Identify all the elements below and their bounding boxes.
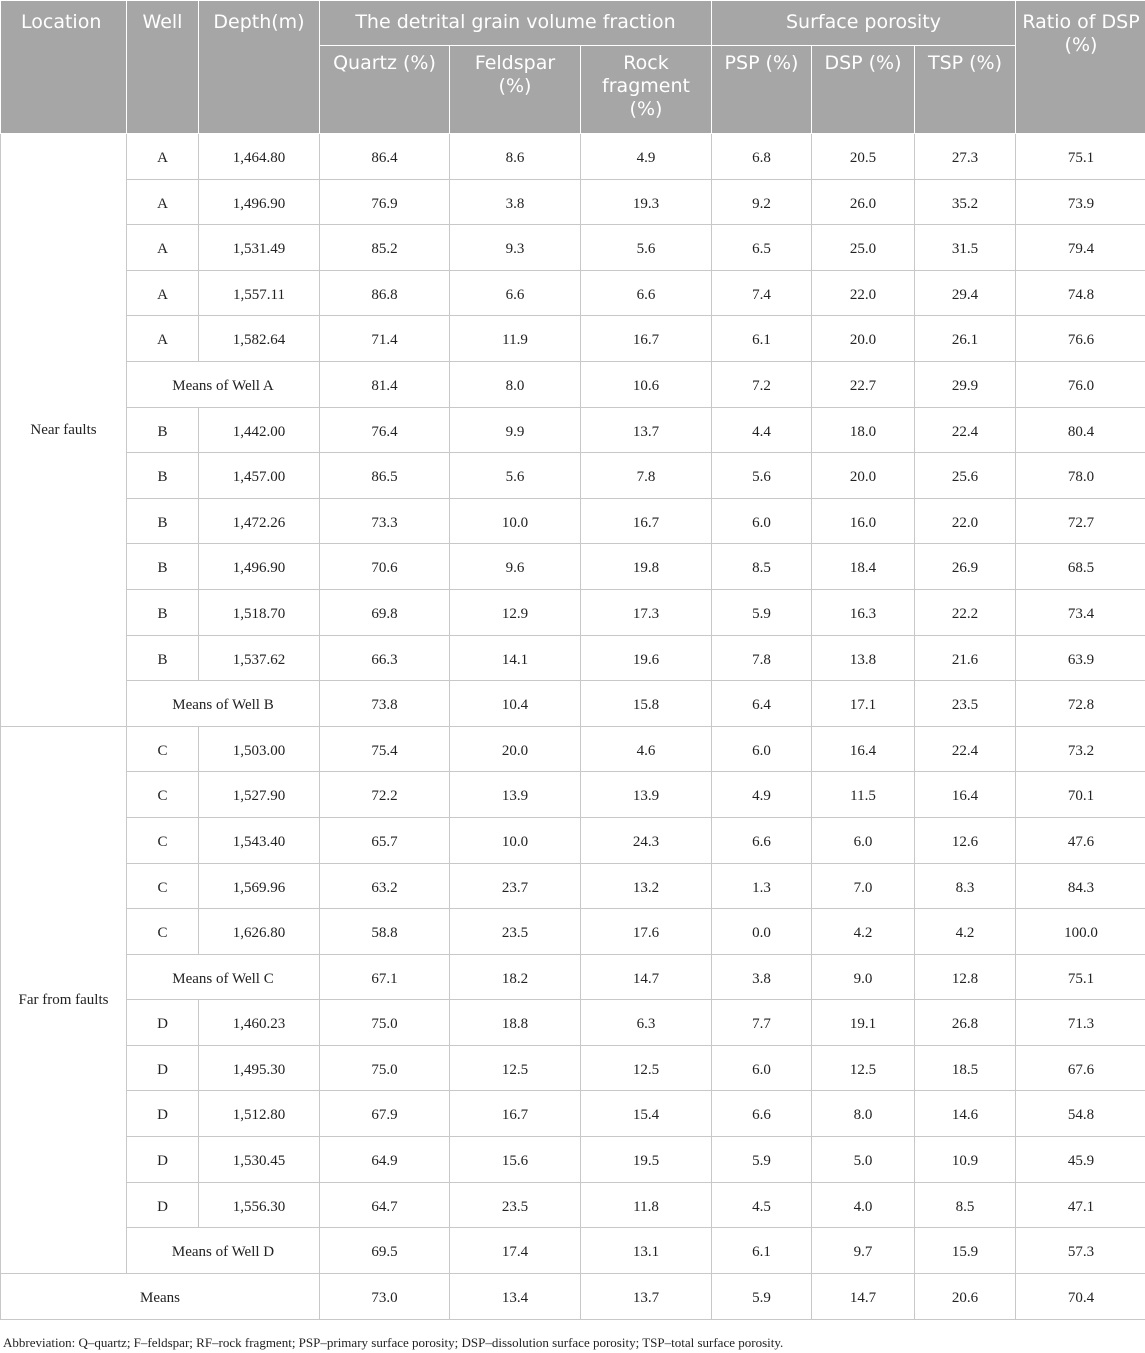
cell-quartz: 86.5 [320, 453, 450, 499]
cell-tsp: 16.4 [915, 772, 1016, 818]
cell-rock: 19.5 [581, 1137, 712, 1183]
cell-dsp: 9.0 [812, 954, 915, 1000]
cell-rock: 11.8 [581, 1182, 712, 1228]
cell-feldspar: 23.7 [450, 863, 581, 909]
cell-tsp: 8.5 [915, 1182, 1016, 1228]
header-grain-group: The detrital grain volume fraction [320, 1, 712, 46]
cell-feldspar: 16.7 [450, 1091, 581, 1137]
cell-psp: 5.9 [712, 589, 812, 635]
cell-ratio: 73.2 [1016, 726, 1145, 772]
cell-depth: 1,512.80 [199, 1091, 320, 1137]
cell-psp: 7.2 [712, 361, 812, 407]
table-header [1, 1, 1145, 134]
cell-dsp: 22.0 [812, 270, 915, 316]
cell-ratio: 67.6 [1016, 1045, 1145, 1091]
cell-dsp: 4.0 [812, 1182, 915, 1228]
cell-dsp: 13.8 [812, 635, 915, 681]
cell-quartz: 70.6 [320, 544, 450, 590]
cell-tsp: 12.6 [915, 817, 1016, 863]
cell-rock: 13.1 [581, 1228, 712, 1274]
cell-tsp: 18.5 [915, 1045, 1016, 1091]
table-row [1, 726, 1145, 772]
grand-mean-dsp: 14.7 [812, 1273, 915, 1319]
cell-rock: 13.2 [581, 863, 712, 909]
cell-depth: 1,503.00 [199, 726, 320, 772]
cell-ratio: 63.9 [1016, 635, 1145, 681]
cell-quartz: 75.0 [320, 1045, 450, 1091]
cell-tsp: 25.6 [915, 453, 1016, 499]
cell-dsp: 12.5 [812, 1045, 915, 1091]
header-rock-fragment: Rock fragment (%) [581, 46, 712, 134]
group-far-from-faults: Far from faults [1, 726, 127, 1273]
cell-well: D [127, 1137, 199, 1183]
header-porosity-group: Surface porosity [712, 1, 1016, 46]
cell-psp: 4.9 [712, 772, 812, 818]
table-row [1, 1182, 1145, 1228]
cell-depth: 1,569.96 [199, 863, 320, 909]
cell-depth: 1,472.26 [199, 498, 320, 544]
cell-tsp: 29.4 [915, 270, 1016, 316]
cell-rock: 6.3 [581, 1000, 712, 1046]
cell-psp: 6.6 [712, 817, 812, 863]
cell-depth: 1,556.30 [199, 1182, 320, 1228]
header-ratio: Ratio of DSP (%) [1016, 1, 1145, 134]
cell-dsp: 16.3 [812, 589, 915, 635]
cell-depth: 1,531.49 [199, 225, 320, 271]
cell-feldspar: 13.9 [450, 772, 581, 818]
cell-feldspar: 20.0 [450, 726, 581, 772]
cell-quartz: 63.2 [320, 863, 450, 909]
cell-dsp: 9.7 [812, 1228, 915, 1274]
cell-psp: 0.0 [712, 909, 812, 955]
cell-depth: 1,464.80 [199, 134, 320, 180]
mean-label: Means of Well B [127, 681, 320, 727]
cell-dsp: 20.5 [812, 134, 915, 180]
cell-feldspar: 12.5 [450, 1045, 581, 1091]
cell-psp: 6.0 [712, 1045, 812, 1091]
cell-depth: 1,530.45 [199, 1137, 320, 1183]
table-row [1, 225, 1145, 271]
cell-tsp: 26.1 [915, 316, 1016, 362]
table-row [1, 909, 1145, 955]
cell-tsp: 14.6 [915, 1091, 1016, 1137]
cell-feldspar: 9.3 [450, 225, 581, 271]
cell-well: C [127, 726, 199, 772]
cell-well: C [127, 817, 199, 863]
cell-psp: 6.4 [712, 681, 812, 727]
grand-mean-feldspar: 13.4 [450, 1273, 581, 1319]
cell-tsp: 26.8 [915, 1000, 1016, 1046]
cell-dsp: 16.0 [812, 498, 915, 544]
cell-well: A [127, 225, 199, 271]
cell-quartz: 64.9 [320, 1137, 450, 1183]
cell-depth: 1,442.00 [199, 407, 320, 453]
cell-quartz: 67.1 [320, 954, 450, 1000]
cell-feldspar: 23.5 [450, 1182, 581, 1228]
cell-ratio: 68.5 [1016, 544, 1145, 590]
cell-dsp: 18.0 [812, 407, 915, 453]
cell-psp: 4.5 [712, 1182, 812, 1228]
cell-quartz: 73.3 [320, 498, 450, 544]
cell-quartz: 69.8 [320, 589, 450, 635]
cell-quartz: 81.4 [320, 361, 450, 407]
cell-well: A [127, 134, 199, 180]
cell-psp: 3.8 [712, 954, 812, 1000]
cell-tsp: 21.6 [915, 635, 1016, 681]
cell-depth: 1,537.62 [199, 635, 320, 681]
cell-feldspar: 5.6 [450, 453, 581, 499]
cell-rock: 14.7 [581, 954, 712, 1000]
cell-quartz: 76.9 [320, 179, 450, 225]
cell-dsp: 22.7 [812, 361, 915, 407]
cell-tsp: 35.2 [915, 179, 1016, 225]
cell-well: A [127, 270, 199, 316]
cell-feldspar: 17.4 [450, 1228, 581, 1274]
table-row [1, 498, 1145, 544]
grand-mean-tsp: 20.6 [915, 1273, 1016, 1319]
cell-rock: 13.9 [581, 772, 712, 818]
cell-feldspar: 6.6 [450, 270, 581, 316]
cell-well: B [127, 589, 199, 635]
cell-well: D [127, 1182, 199, 1228]
grand-mean-psp: 5.9 [712, 1273, 812, 1319]
cell-feldspar: 10.0 [450, 498, 581, 544]
cell-ratio: 75.1 [1016, 954, 1145, 1000]
cell-depth: 1,518.70 [199, 589, 320, 635]
cell-depth: 1,543.40 [199, 817, 320, 863]
mean-row [1, 954, 1145, 1000]
cell-psp: 7.4 [712, 270, 812, 316]
cell-rock: 7.8 [581, 453, 712, 499]
cell-dsp: 11.5 [812, 772, 915, 818]
cell-ratio: 75.1 [1016, 134, 1145, 180]
cell-ratio: 80.4 [1016, 407, 1145, 453]
cell-depth: 1,626.80 [199, 909, 320, 955]
cell-quartz: 71.4 [320, 316, 450, 362]
cell-psp: 6.5 [712, 225, 812, 271]
cell-quartz: 65.7 [320, 817, 450, 863]
cell-well: B [127, 544, 199, 590]
cell-psp: 6.0 [712, 498, 812, 544]
cell-rock: 6.6 [581, 270, 712, 316]
cell-tsp: 15.9 [915, 1228, 1016, 1274]
cell-psp: 7.7 [712, 1000, 812, 1046]
cell-feldspar: 18.2 [450, 954, 581, 1000]
table-row [1, 772, 1145, 818]
cell-rock: 5.6 [581, 225, 712, 271]
grand-mean-quartz: 73.0 [320, 1273, 450, 1319]
table-row [1, 1137, 1145, 1183]
cell-ratio: 70.1 [1016, 772, 1145, 818]
cell-quartz: 75.4 [320, 726, 450, 772]
cell-well: B [127, 407, 199, 453]
cell-ratio: 76.6 [1016, 316, 1145, 362]
cell-dsp: 17.1 [812, 681, 915, 727]
cell-feldspar: 9.9 [450, 407, 581, 453]
group-near-faults: Near faults [1, 134, 127, 727]
cell-tsp: 26.9 [915, 544, 1016, 590]
cell-ratio: 73.9 [1016, 179, 1145, 225]
cell-psp: 5.9 [712, 1137, 812, 1183]
grand-mean-ratio: 70.4 [1016, 1273, 1145, 1319]
cell-ratio: 78.0 [1016, 453, 1145, 499]
cell-feldspar: 9.6 [450, 544, 581, 590]
cell-ratio: 47.1 [1016, 1182, 1145, 1228]
cell-depth: 1,557.11 [199, 270, 320, 316]
table-row [1, 453, 1145, 499]
cell-tsp: 22.4 [915, 726, 1016, 772]
cell-rock: 19.3 [581, 179, 712, 225]
table-row [1, 635, 1145, 681]
cell-tsp: 10.9 [915, 1137, 1016, 1183]
cell-rock: 10.6 [581, 361, 712, 407]
cell-ratio: 100.0 [1016, 909, 1145, 955]
cell-well: C [127, 863, 199, 909]
cell-rock: 19.6 [581, 635, 712, 681]
cell-tsp: 27.3 [915, 134, 1016, 180]
table-row [1, 817, 1145, 863]
cell-ratio: 57.3 [1016, 1228, 1145, 1274]
cell-quartz: 69.5 [320, 1228, 450, 1274]
cell-quartz: 66.3 [320, 635, 450, 681]
table-row [1, 134, 1145, 180]
table-row [1, 589, 1145, 635]
cell-quartz: 86.4 [320, 134, 450, 180]
header-psp: PSP (%) [712, 46, 812, 134]
footnote: Abbreviation: Q–quartz; F–feldspar; RF–rock fragment; PSP–primary surface porosity; DSP–dissolution surface porosity; TSP–total surface porosity. [3, 1335, 784, 1350]
cell-quartz: 72.2 [320, 772, 450, 818]
cell-rock: 24.3 [581, 817, 712, 863]
cell-dsp: 5.0 [812, 1137, 915, 1183]
cell-dsp: 4.2 [812, 909, 915, 955]
cell-dsp: 18.4 [812, 544, 915, 590]
table-row [1, 1000, 1145, 1046]
cell-rock: 4.9 [581, 134, 712, 180]
table-row [1, 316, 1145, 362]
mean-label: Means of Well D [127, 1228, 320, 1274]
cell-quartz: 73.8 [320, 681, 450, 727]
cell-psp: 6.0 [712, 726, 812, 772]
cell-well: A [127, 179, 199, 225]
cell-feldspar: 8.6 [450, 134, 581, 180]
cell-ratio: 74.8 [1016, 270, 1145, 316]
cell-tsp: 8.3 [915, 863, 1016, 909]
cell-well: B [127, 498, 199, 544]
table-row [1, 863, 1145, 909]
cell-psp: 9.2 [712, 179, 812, 225]
cell-psp: 4.4 [712, 407, 812, 453]
cell-well: B [127, 453, 199, 499]
cell-dsp: 8.0 [812, 1091, 915, 1137]
cell-psp: 6.6 [712, 1091, 812, 1137]
mean-label: Means of Well C [127, 954, 320, 1000]
cell-well: B [127, 635, 199, 681]
header-feldspar: Feldspar (%) [450, 46, 581, 134]
grand-mean-rock: 13.7 [581, 1273, 712, 1319]
cell-feldspar: 11.9 [450, 316, 581, 362]
cell-ratio: 73.4 [1016, 589, 1145, 635]
mean-row [1, 1228, 1145, 1274]
cell-feldspar: 14.1 [450, 635, 581, 681]
cell-rock: 15.4 [581, 1091, 712, 1137]
cell-feldspar: 12.9 [450, 589, 581, 635]
table-row [1, 179, 1145, 225]
table-row [1, 407, 1145, 453]
cell-feldspar: 15.6 [450, 1137, 581, 1183]
cell-tsp: 29.9 [915, 361, 1016, 407]
cell-quartz: 76.4 [320, 407, 450, 453]
cell-well: C [127, 772, 199, 818]
cell-quartz: 75.0 [320, 1000, 450, 1046]
header-well: Well [127, 1, 199, 134]
cell-rock: 16.7 [581, 316, 712, 362]
table-row [1, 1045, 1145, 1091]
cell-depth: 1,496.90 [199, 544, 320, 590]
cell-well: D [127, 1091, 199, 1137]
cell-ratio: 54.8 [1016, 1091, 1145, 1137]
cell-tsp: 31.5 [915, 225, 1016, 271]
cell-ratio: 79.4 [1016, 225, 1145, 271]
grand-mean-row [1, 1273, 1145, 1319]
header-depth: Depth(m) [199, 1, 320, 134]
cell-depth: 1,496.90 [199, 179, 320, 225]
header-location: Location [1, 1, 127, 134]
cell-psp: 6.8 [712, 134, 812, 180]
cell-feldspar: 10.4 [450, 681, 581, 727]
cell-ratio: 76.0 [1016, 361, 1145, 407]
table-body [1, 134, 1145, 1320]
cell-rock: 4.6 [581, 726, 712, 772]
cell-psp: 6.1 [712, 1228, 812, 1274]
cell-quartz: 58.8 [320, 909, 450, 955]
cell-ratio: 72.7 [1016, 498, 1145, 544]
cell-ratio: 71.3 [1016, 1000, 1145, 1046]
cell-tsp: 22.0 [915, 498, 1016, 544]
cell-feldspar: 8.0 [450, 361, 581, 407]
table-row [1, 544, 1145, 590]
cell-tsp: 23.5 [915, 681, 1016, 727]
cell-rock: 17.6 [581, 909, 712, 955]
cell-rock: 12.5 [581, 1045, 712, 1091]
cell-feldspar: 23.5 [450, 909, 581, 955]
cell-dsp: 20.0 [812, 316, 915, 362]
cell-ratio: 47.6 [1016, 817, 1145, 863]
cell-quartz: 67.9 [320, 1091, 450, 1137]
cell-psp: 6.1 [712, 316, 812, 362]
cell-depth: 1,495.30 [199, 1045, 320, 1091]
cell-dsp: 25.0 [812, 225, 915, 271]
cell-dsp: 7.0 [812, 863, 915, 909]
cell-tsp: 22.2 [915, 589, 1016, 635]
header-tsp: TSP (%) [915, 46, 1016, 134]
cell-well: C [127, 909, 199, 955]
cell-ratio: 45.9 [1016, 1137, 1145, 1183]
cell-psp: 8.5 [712, 544, 812, 590]
cell-psp: 1.3 [712, 863, 812, 909]
cell-psp: 5.6 [712, 453, 812, 499]
cell-quartz: 85.2 [320, 225, 450, 271]
cell-rock: 17.3 [581, 589, 712, 635]
cell-feldspar: 10.0 [450, 817, 581, 863]
cell-dsp: 6.0 [812, 817, 915, 863]
table-row [1, 270, 1145, 316]
cell-well: D [127, 1000, 199, 1046]
cell-feldspar: 18.8 [450, 1000, 581, 1046]
cell-depth: 1,527.90 [199, 772, 320, 818]
mean-row [1, 361, 1145, 407]
cell-depth: 1,582.64 [199, 316, 320, 362]
header-dsp: DSP (%) [812, 46, 915, 134]
cell-tsp: 22.4 [915, 407, 1016, 453]
cell-dsp: 20.0 [812, 453, 915, 499]
cell-well: D [127, 1045, 199, 1091]
cell-rock: 19.8 [581, 544, 712, 590]
table-row [1, 1091, 1145, 1137]
cell-dsp: 16.4 [812, 726, 915, 772]
cell-dsp: 19.1 [812, 1000, 915, 1046]
header-quartz: Quartz (%) [320, 46, 450, 134]
cell-psp: 7.8 [712, 635, 812, 681]
cell-depth: 1,460.23 [199, 1000, 320, 1046]
cell-tsp: 12.8 [915, 954, 1016, 1000]
cell-rock: 13.7 [581, 407, 712, 453]
mean-label: Means of Well A [127, 361, 320, 407]
cell-depth: 1,457.00 [199, 453, 320, 499]
grand-mean-label: Means [1, 1273, 320, 1319]
mean-row [1, 681, 1145, 727]
cell-dsp: 26.0 [812, 179, 915, 225]
cell-quartz: 64.7 [320, 1182, 450, 1228]
cell-ratio: 84.3 [1016, 863, 1145, 909]
cell-feldspar: 3.8 [450, 179, 581, 225]
cell-rock: 16.7 [581, 498, 712, 544]
cell-ratio: 72.8 [1016, 681, 1145, 727]
cell-well: A [127, 316, 199, 362]
cell-rock: 15.8 [581, 681, 712, 727]
cell-tsp: 4.2 [915, 909, 1016, 955]
cell-quartz: 86.8 [320, 270, 450, 316]
